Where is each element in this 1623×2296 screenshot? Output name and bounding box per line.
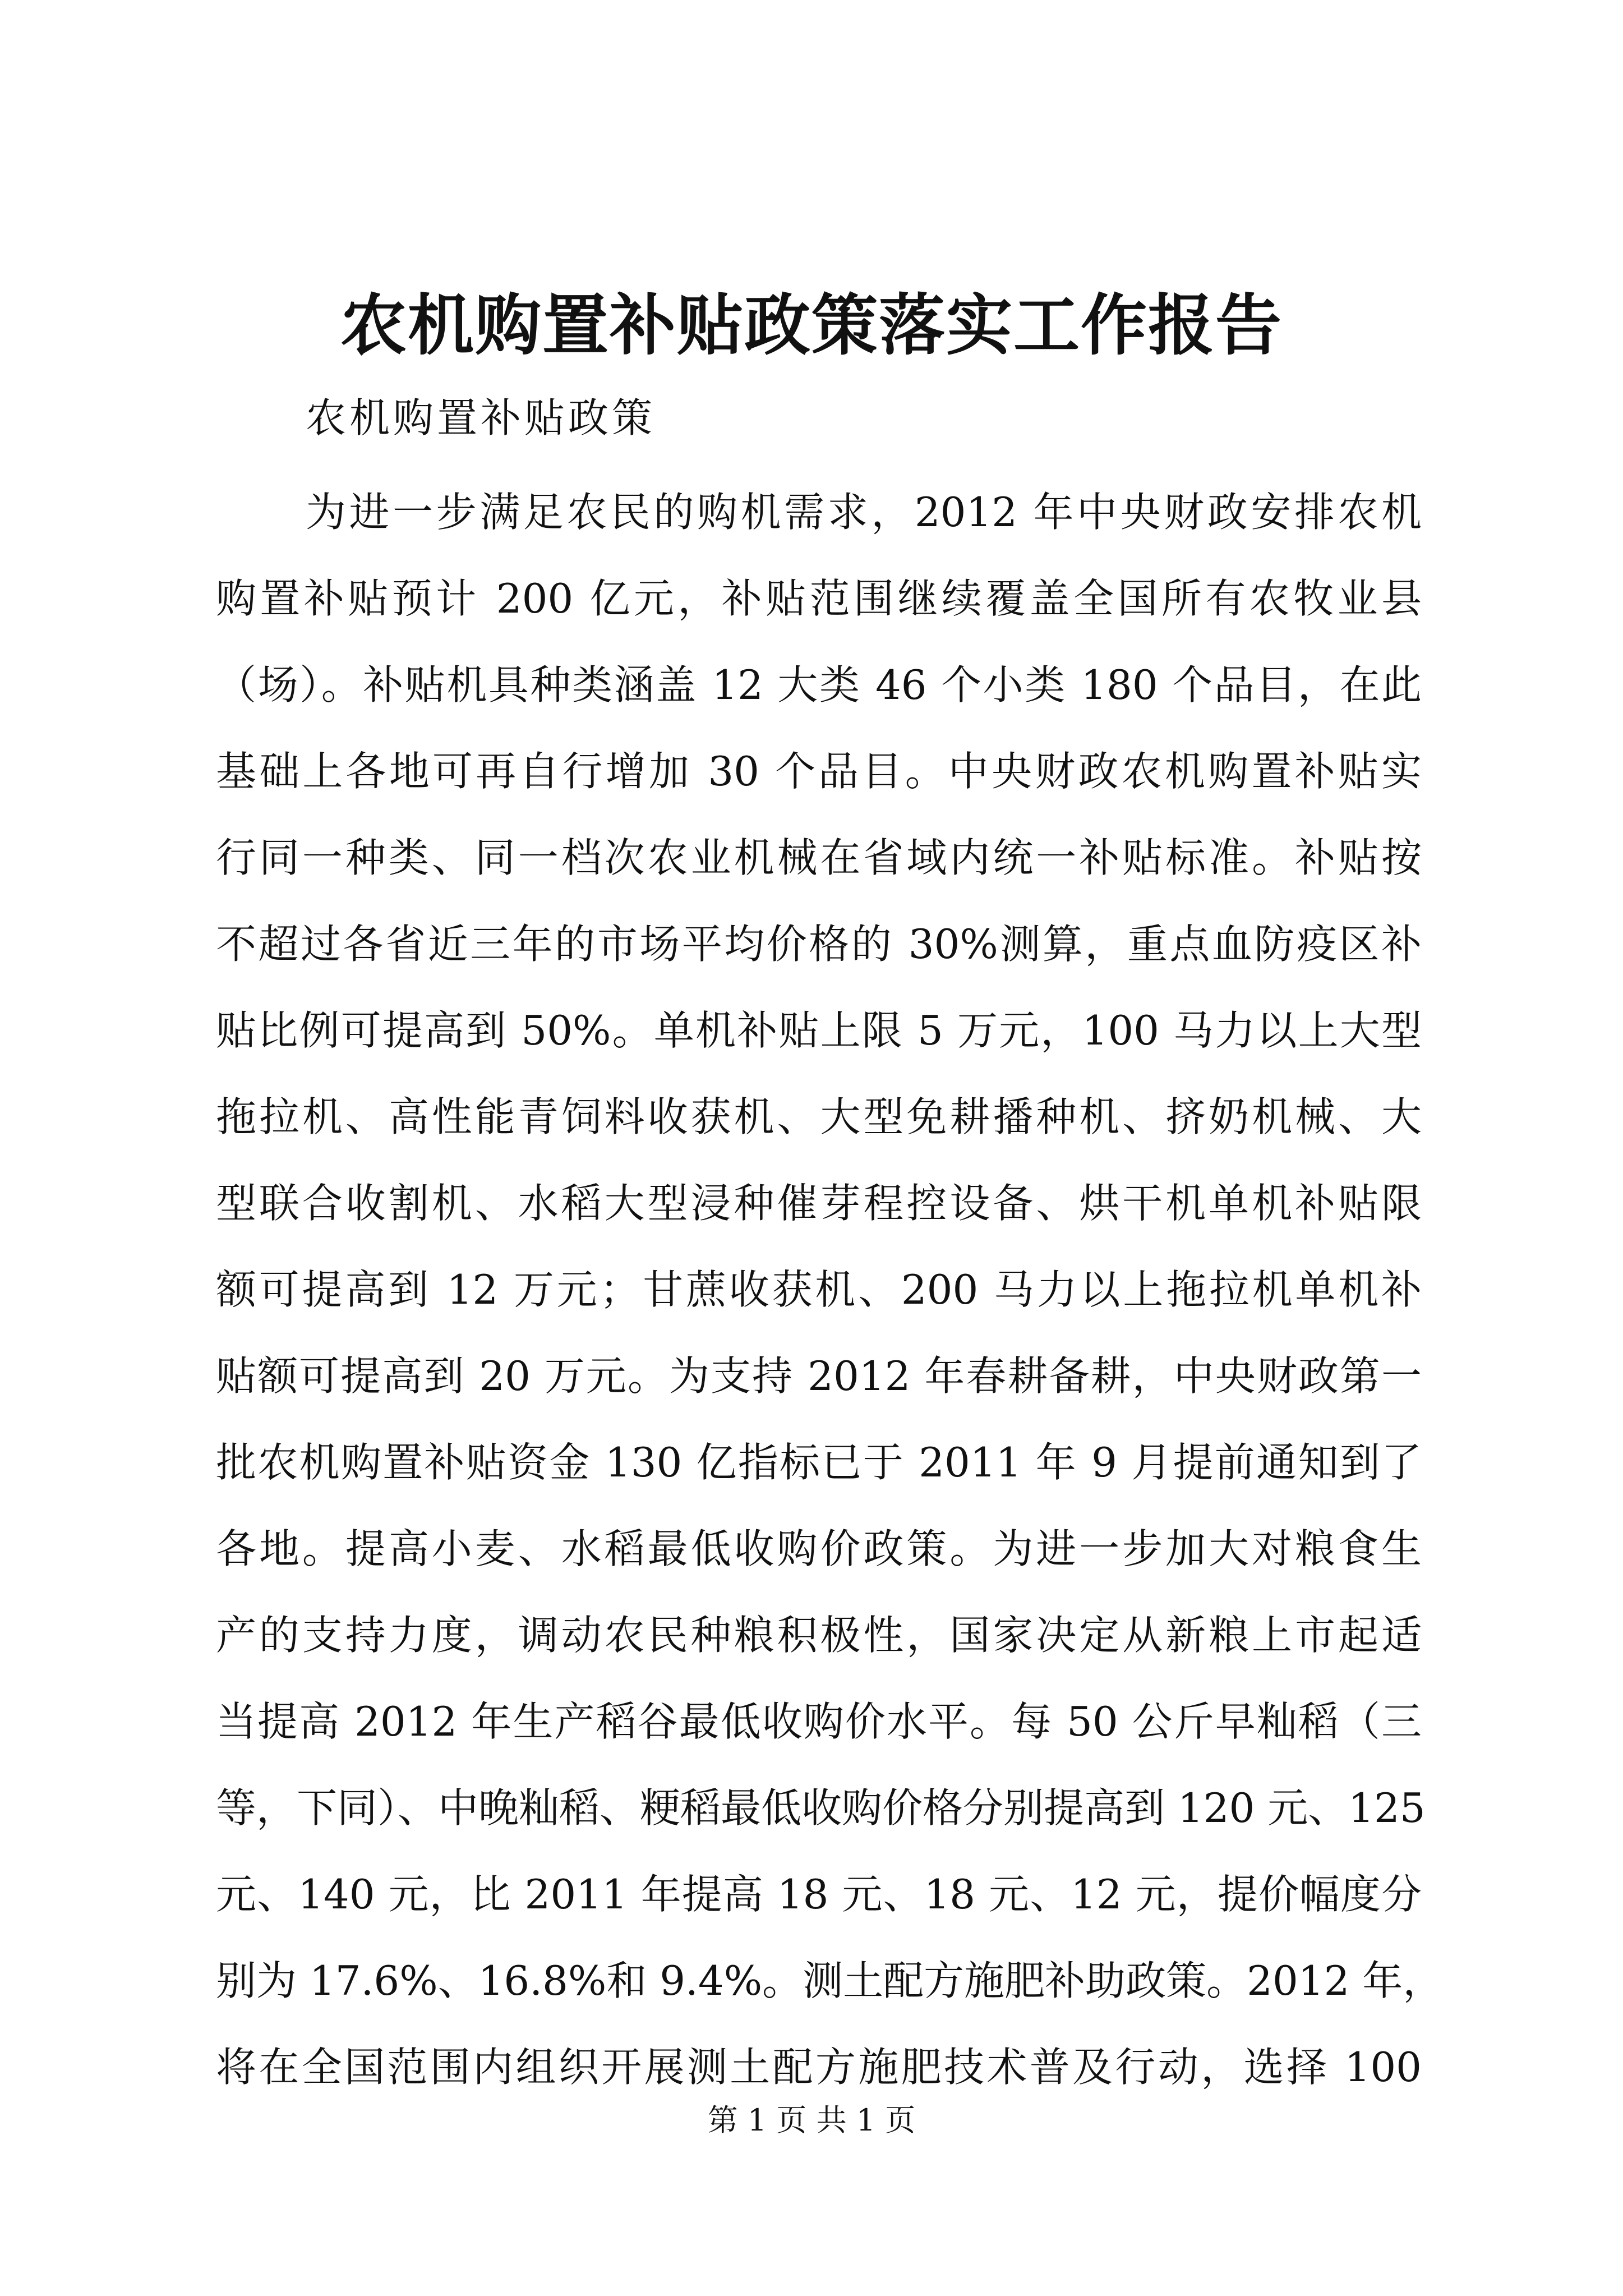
body-line: 批农机购置补贴资金 130 亿指标已于 2011 年 9 月提前通知到了 <box>216 1439 1422 1486</box>
body-line: 等，下同）、中晚籼稻、粳稻最低收购价格分别提高到 120 元、125 <box>216 1784 1426 1832</box>
body-line: 购置补贴预计 200 亿元，补贴范围继续覆盖全国所有农牧业县 <box>216 575 1422 622</box>
body-line: 贴额可提高到 20 万元。为支持 2012 年春耕备耕，中央财政第一 <box>216 1352 1422 1400</box>
document-title: 农机购置补贴政策落实工作报告 <box>340 286 1283 364</box>
body-line: 为进一步满足农民的购机需求，2012 年中央财政安排农机 <box>306 489 1422 536</box>
body-line: 不超过各省近三年的市场平均价格的 30%测算，重点血防疫区补 <box>216 921 1422 968</box>
body-line: 型联合收割机、水稻大型浸种催芽程控设备、烘干机单机补贴限 <box>216 1180 1422 1227</box>
body-line: （场）。补贴机具种类涵盖 12 大类 46 个小类 180 个品目，在此 <box>216 661 1422 708</box>
document-subtitle: 农机购置补贴政策 <box>306 394 656 441</box>
body-line: 将在全国范围内组织开展测土配方施肥技术普及行动，选择 100 <box>216 2044 1422 2091</box>
body-line: 元、140 元，比 2011 年提高 18 元、18 元、12 元，提价幅度分 <box>216 1871 1422 1918</box>
body-line: 额可提高到 12 万元；甘蔗收获机、200 马力以上拖拉机单机补 <box>216 1266 1422 1313</box>
body-line: 当提高 2012 年生产稻谷最低收购价水平。每 50 公斤早籼稻（三 <box>216 1698 1422 1745</box>
body-line: 贴比例可提高到 50%。单机补贴上限 5 万元，100 马力以上大型 <box>216 1007 1422 1054</box>
body-line: 别为 17.6%、16.8%和 9.4%。测土配方施肥补助政策。2012 年， <box>216 1957 1444 2004</box>
body-line: 产的支持力度，调动农民种粮积极性，国家决定从新粮上市起适 <box>216 1612 1422 1659</box>
body-line: 各地。提高小麦、水稻最低收购价政策。为进一步加大对粮食生 <box>216 1525 1422 1572</box>
page-footer: 第 1 页 共 1 页 <box>707 2102 916 2138</box>
body-line: 基础上各地可再自行增加 30 个品目。中央财政农机购置补贴实 <box>216 748 1422 795</box>
body-line: 拖拉机、高性能青饲料收获机、大型免耕播种机、挤奶机械、大 <box>216 1093 1422 1140</box>
body-line: 行同一种类、同一档次农业机械在省域内统一补贴标准。补贴按 <box>216 834 1422 881</box>
document-body <box>216 469 1444 2110</box>
